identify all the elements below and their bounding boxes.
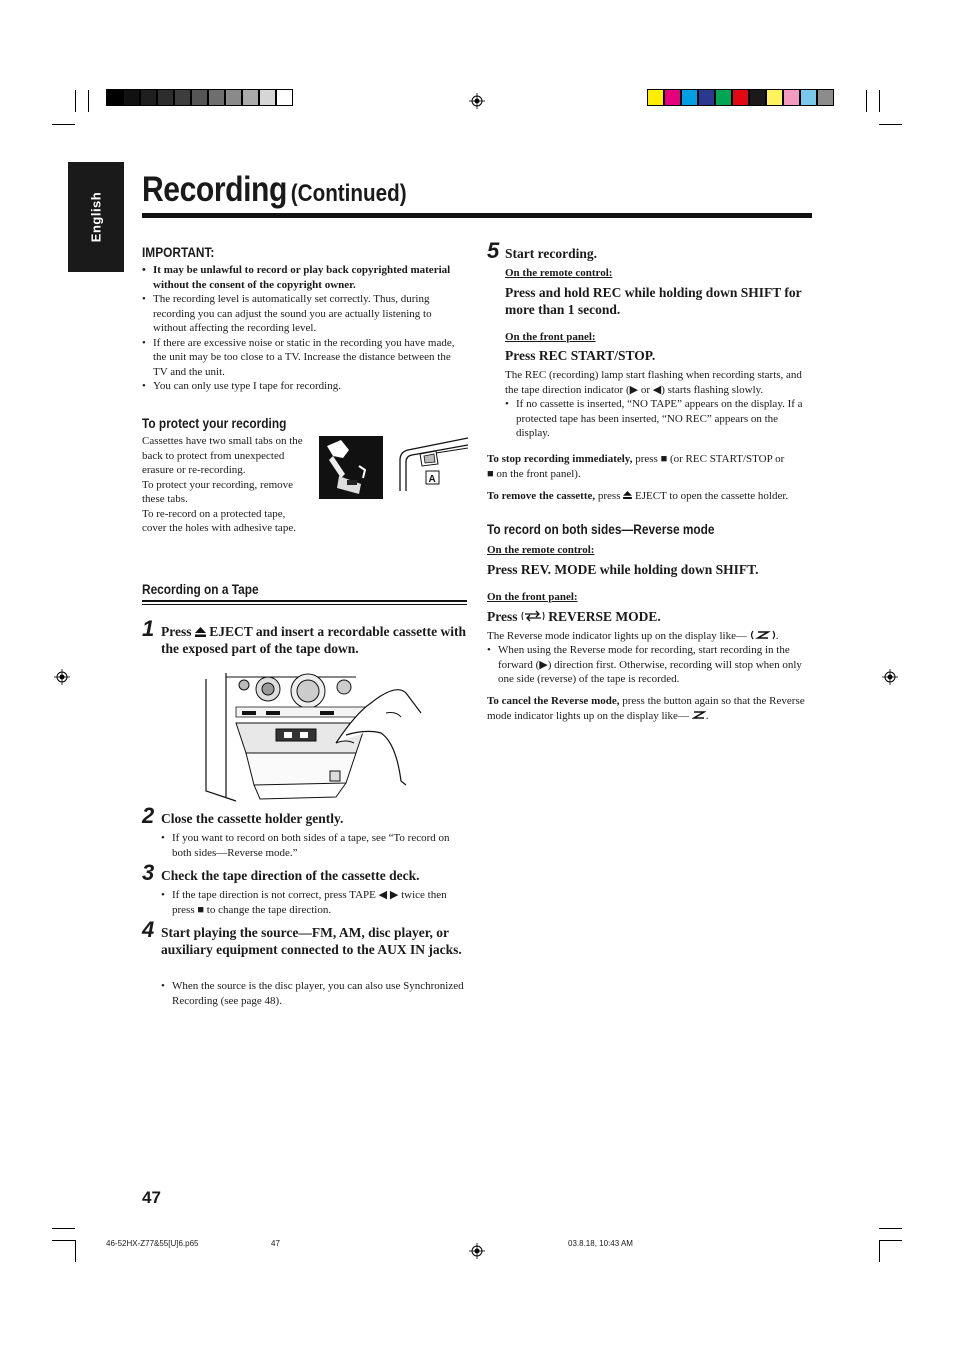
step-5-number: 5 xyxy=(487,238,500,263)
language-tab xyxy=(68,162,124,272)
step-3-notes xyxy=(161,888,471,917)
reverse-front-instruction xyxy=(487,608,661,625)
eject-icon xyxy=(623,491,632,499)
gray-swatch xyxy=(225,89,242,106)
reverse-indicator-both-icon xyxy=(750,630,776,640)
cancel-lead: To cancel the Reverse mode, xyxy=(487,695,620,707)
reverse-description: The Reverse mode indicator lights up on the display like— . xyxy=(487,630,779,642)
color-swatch xyxy=(817,89,834,106)
tab-removal-illustration xyxy=(319,436,383,499)
language-tab-label: English xyxy=(88,191,104,243)
title-rule xyxy=(142,213,812,218)
stop-c: on the front panel). xyxy=(496,467,581,480)
color-swatch xyxy=(749,89,766,106)
step-4-note: • When the source is the disc player, you can also use Synchronized Recording (see page 48). xyxy=(161,979,466,1008)
step-3-text: Check the tape direction of the cassette deck. xyxy=(161,868,420,883)
footer-page: 47 xyxy=(271,1239,280,1248)
reverse-desc: The Reverse mode indicator lights up on the display like— xyxy=(487,630,747,642)
step-5-desc-a: The REC (recording) lamp start flashing when recording starts, and the tape direction indicator ( xyxy=(505,369,802,396)
important-item: • You can only use type I tape for recording. xyxy=(142,379,460,394)
step-5-front-label: On the front panel: xyxy=(505,331,596,343)
step-3-note-c: to change the tape direction. xyxy=(206,903,332,916)
protect-text xyxy=(142,434,312,536)
gray-swatch xyxy=(191,89,208,106)
title-sub: (Continued) xyxy=(290,180,407,207)
color-swatch xyxy=(647,89,664,106)
remove-cassette-note xyxy=(487,489,817,504)
step-5-desc-b: ) starts flashing slowly. xyxy=(661,383,764,396)
step-4-notes xyxy=(161,979,466,1008)
stop-a: press xyxy=(635,453,658,465)
registration-mark-left xyxy=(54,669,70,685)
gray-swatch xyxy=(208,89,225,106)
step-2-number: 2 xyxy=(142,803,155,828)
reverse-notes xyxy=(487,643,812,687)
reverse-indicator-one-icon xyxy=(692,710,706,720)
step-2-notes xyxy=(161,831,466,860)
step-5-front-instruction: Press REC START/STOP. xyxy=(505,348,656,363)
color-swatch xyxy=(698,89,715,106)
step-1-text xyxy=(161,623,466,657)
step-3-note-b: twice then press xyxy=(172,889,447,916)
reverse-front-pre: Press xyxy=(487,609,518,624)
step-1-pre: Press xyxy=(161,624,192,639)
gray-swatch xyxy=(106,89,123,106)
reverse-remote-label: On the remote control: xyxy=(487,544,595,556)
important-item: • It may be unlawful to record or play back copyrighted material without the consent of the copyright owner. xyxy=(142,263,460,292)
cancel-reverse-note: To cancel the Reverse mode, press the button again so that the Reverse mode indicator lights up on the display like— . xyxy=(487,695,805,722)
stop-icon: ■ xyxy=(660,453,668,465)
protect-text-1: Cassettes have two small tabs on the back to protect from unexpected erasure or re-recording. xyxy=(142,435,303,476)
reverse-remote-instruction: Press REV. MODE while holding down SHIFT. xyxy=(487,562,759,577)
color-swatch xyxy=(800,89,817,106)
cancel-text: press the button again so that the Reverse mode indicator lights up on the display like— xyxy=(487,695,805,722)
reverse-mode-heading: To record on both sides—Reverse mode xyxy=(487,522,715,537)
recording-tape-rule-1 xyxy=(142,600,467,602)
stop-icon: ■ xyxy=(197,903,205,916)
reverse-mode-icon xyxy=(521,609,545,623)
important-item: • If there are excessive noise or static in the recording you have made, the unit may be too close to a TV. Increase the distance between the TV and the unit. xyxy=(142,336,460,380)
step-4-text: Start playing the source—FM, AM, disc player, or auxiliary equipment connected to the AUX IN jacks. xyxy=(161,925,462,957)
step-5-text: Start recording. xyxy=(505,246,597,261)
play-icon: ▶ xyxy=(629,383,639,396)
remove-lead: To remove the cassette, xyxy=(487,490,596,502)
step-1-number: 1 xyxy=(142,616,155,641)
remove-b: EJECT to open the cassette holder. xyxy=(635,490,789,502)
gray-color-bar xyxy=(106,89,293,106)
gray-swatch xyxy=(157,89,174,106)
step-1-post: EJECT and insert a recordable cassette with the exposed part of the tape down. xyxy=(161,624,466,656)
step-5-desc-or: or xyxy=(640,383,651,396)
gray-swatch xyxy=(242,89,259,106)
step-4-number: 4 xyxy=(142,917,155,942)
gray-swatch xyxy=(140,89,157,106)
protect-heading: To protect your recording xyxy=(142,416,287,431)
step-5-description xyxy=(505,368,810,397)
step-2-note: • If you want to record on both sides of a tape, see “To record on both sides—Reverse mode.” xyxy=(161,831,466,860)
color-swatch xyxy=(732,89,749,106)
eject-icon xyxy=(195,627,206,637)
color-swatch xyxy=(681,89,698,106)
color-swatch xyxy=(783,89,800,106)
step-5-remote-instruction: Press and hold REC while holding down SHIFT for more than 1 second. xyxy=(505,285,802,317)
gray-swatch xyxy=(259,89,276,106)
stop-icon: ■ xyxy=(487,467,494,480)
recording-tape-heading: Recording on a Tape xyxy=(142,582,259,597)
step-5-note: • If no cassette is inserted, “NO TAPE” appears on the display. If a protected tape has been inserted, “NO REC” appears on the display. xyxy=(505,397,805,441)
color-swatch xyxy=(715,89,732,106)
footer-file: 46-52HX-Z77&55[U]6.p65 xyxy=(106,1239,199,1248)
registration-mark-right xyxy=(882,669,898,685)
step-5-remote-label: On the remote control: xyxy=(505,267,613,279)
color-swatch xyxy=(766,89,783,106)
color-swatch xyxy=(664,89,681,106)
reverse-front-post: REVERSE MODE. xyxy=(548,609,661,624)
reverse-front-label: On the front panel: xyxy=(487,591,578,603)
important-heading: IMPORTANT: xyxy=(142,245,215,260)
protect-text-2: To protect your recording, remove these tabs. xyxy=(142,478,294,505)
step-3-note xyxy=(161,888,471,917)
process-color-bar xyxy=(647,89,834,106)
stop-b: (or REC START/STOP or xyxy=(669,453,785,465)
page-title xyxy=(142,170,407,210)
gray-swatch xyxy=(123,89,140,106)
figure-label-a: A xyxy=(428,474,436,485)
registration-mark-bottom xyxy=(469,1243,485,1259)
insert-cassette-illustration xyxy=(196,673,422,803)
important-list xyxy=(142,263,460,394)
step-5-notes xyxy=(505,397,805,441)
recording-tape-rule-2 xyxy=(142,604,467,605)
reverse-note-a: When using the Reverse mode for recording, start recording in the forward ( xyxy=(498,644,790,671)
reverse-note xyxy=(487,643,812,687)
footer-date: 03.8.18, 10:43 AM xyxy=(568,1239,633,1248)
cassette-tab-illustration xyxy=(398,436,468,493)
registration-mark-top xyxy=(469,93,485,109)
step-3-number: 3 xyxy=(142,860,155,885)
stop-recording-note xyxy=(487,452,812,481)
reverse-icon: ◀ xyxy=(378,889,388,901)
page-number: 47 xyxy=(142,1188,161,1207)
title-main: Recording xyxy=(142,170,287,209)
gray-swatch xyxy=(276,89,293,106)
remove-a: press xyxy=(597,490,621,502)
reverse-icon: ◀ xyxy=(652,383,662,396)
step-2-text: Close the cassette holder gently. xyxy=(161,811,344,826)
stop-lead: To stop recording immediately, xyxy=(487,453,633,465)
important-item: • The recording level is automatically set correctly. Thus, during recording you can adjust the sound you are actually listening to without affecting the recording level. xyxy=(142,292,460,336)
play-icon: ▶ xyxy=(389,889,399,901)
play-icon: ▶ xyxy=(539,658,548,671)
protect-text-3: To re-record on a protected tape, cover the holes with adhesive tape. xyxy=(142,507,296,534)
reverse-note-b: ) direction first. Otherwise, recording will stop when only one side (reverse) of the tape is recorded. xyxy=(498,658,802,685)
gray-swatch xyxy=(174,89,191,106)
step-3-note-a: If the tape direction is not correct, press TAPE xyxy=(172,889,376,901)
